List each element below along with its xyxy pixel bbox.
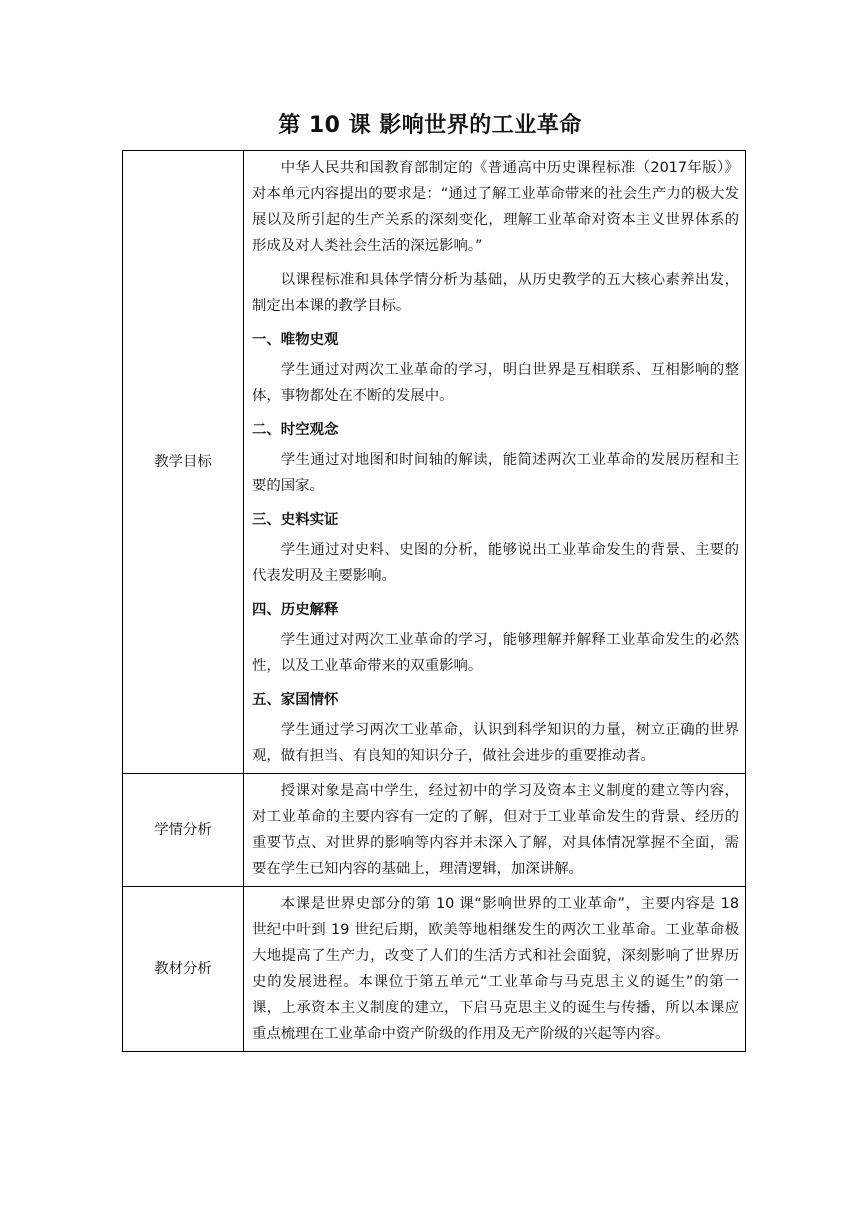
row-label-objectives: 教学目标: [123, 151, 244, 774]
row-label-learner: 学情分析: [123, 774, 244, 887]
material-text: 本课是世界史部分的第 10 课“影响世界的工业革命”，主要内容是 18 世纪中叶到 19 世纪后期，欧美等地相继发生的两次工业革命。工业革命极大地提高了生产力，改变了人们的生活方式和社会面貌，深刻影响了世界历史的发展进程。本课位于第五单元“工业革命与马克思主义的诞生”的第一课，上承资本主义制度的建立，下启马克思主义的诞生与传播，所以本课应重点梳理在工业革命中资产阶级的作用及无产阶级的兴起等内容。: [252, 896, 739, 1042]
table-row-objectives: [123, 151, 746, 774]
objective-title: 时空观念: [280, 422, 339, 438]
objective-number: 五、: [252, 692, 281, 708]
objective-heading: [252, 687, 739, 713]
objective-text: 学生通过对两次工业革命的学习，明白世界是互相联系、互相影响的整体，事物都处在不断的发展中。: [252, 362, 739, 404]
objective-text: 学生通过对两次工业革命的学习，能够理解并解释工业革命发生的必然性，以及工业革命带来的双重影响。: [252, 632, 739, 674]
objective-title: 史料实证: [280, 512, 339, 528]
objective-heading: [252, 597, 739, 623]
objective-text: 学生通过学习两次工业革命，认识到科学知识的力量，树立正确的世界观，做有担当、有良知的知识分子，做社会进步的重要推动者。: [252, 722, 739, 764]
objectives-intro-2: 以课程标准和具体学情分析为基础，从历史教学的五大核心素养出发，制定出本课的教学目标。: [252, 272, 739, 314]
learner-text: 授课对象是高中学生，经过初中的学习及资本主义制度的建立等内容，对工业革命的主要内容有一定的了解，但对于工业革命发生的背景、经历的重要节点、对世界的影响等内容并未深入了解，对具体情况掌握不全面，需要在学生已知内容的基础上，理清逻辑，加深讲解。: [252, 783, 739, 877]
objective-text: 学生通过对地图和时间轴的解读，能简述两次工业革命的发展历程和主要的国家。: [252, 452, 739, 494]
objective-heading: [252, 507, 739, 533]
objective-heading: [252, 417, 739, 443]
objective-title: 历史解释: [280, 602, 339, 618]
objective-number: 四、: [252, 602, 281, 618]
objective-heading: [252, 327, 739, 353]
table-row-learner: [123, 774, 746, 887]
objective-number: 三、: [252, 512, 281, 528]
objectives-intro-1: 中华人民共和国教育部制定的《普通高中历史课程标准（2017年版）》对本单元内容提出的要求是：“通过了解工业革命带来的社会生产力的极大发展以及所引起的生产关系的深刻变化，理解工业革命对资本主义世界体系的形成及对人类社会生活的深远影响。”: [252, 160, 739, 254]
objective-title: 唯物史观: [280, 332, 339, 348]
row-label-material: 教材分析: [123, 887, 244, 1052]
objectives-content: [244, 151, 746, 774]
objective-number: 一、: [252, 332, 281, 348]
objective-number: 二、: [252, 422, 281, 438]
page-title: 第 10 课 影响世界的工业革命: [278, 113, 582, 138]
learner-content: [244, 774, 746, 887]
lesson-plan-table: [122, 150, 746, 1052]
material-content: [244, 887, 746, 1052]
table-row-material: [123, 887, 746, 1052]
objective-title: 家国情怀: [280, 692, 339, 708]
objective-text: 学生通过对史料、史图的分析，能够说出工业革命发生的背景、主要的代表发明及主要影响。: [252, 542, 739, 584]
